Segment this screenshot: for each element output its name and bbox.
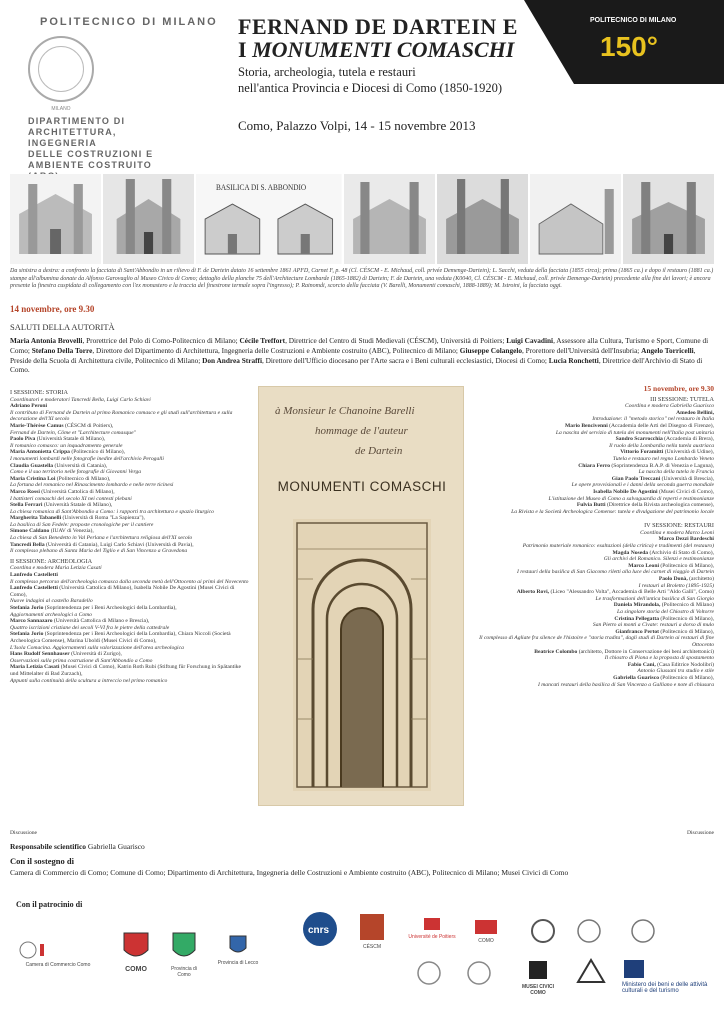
partner-seal-icon <box>576 918 602 944</box>
session-chairs: Coordina e modera Gabriella Guarisco <box>625 403 714 410</box>
photo-panel-label: BASILICA DI S. ABBONDIO <box>216 182 307 193</box>
dedication-line: à Monsieur le Chanoine Barelli <box>275 405 415 417</box>
talk-title: Il complesso plebano di Santa Maria del Tiglio e di San Vincenzo a Gravedona <box>10 548 188 555</box>
logo-label: Camera di Commercio Como <box>25 962 91 968</box>
logo-label: Ministero dei beni e delle attività culturali e del turismo <box>622 982 708 994</box>
talk-title: I mancati restauri della basilica di San Vincenzo a Galliano e note di chiusura <box>537 681 714 688</box>
talk-title: La nascita del servizio di tutela dei monumenti nell'Italia post unitaria <box>555 429 714 436</box>
talk-speaker: Stefania Jorio <box>10 605 44 611</box>
speaker-role: , Direttrice dell'Archivio di Stato di Como. <box>10 355 703 375</box>
talk-speaker: Cristina Pellegatta <box>614 615 659 622</box>
talk-title: San Pietro ai monti a Civate: restauri a dorso di mulo <box>592 622 714 629</box>
talk-speaker: Marco Sannazaro <box>10 618 53 625</box>
session-title: IV SESSIONE: RESTAURI <box>644 522 714 530</box>
talk-affiliation: (Soprintendenza per i Beni Archeologici della Lombardia), Chiara Niccoli (Società Archeologica Comense), Marina Uboldi (Musei Civici di Como), <box>10 631 231 644</box>
title-prefix: I <box>238 37 253 62</box>
discussion-left: Discussione <box>10 830 38 836</box>
talk-speaker: Claudia Guastella <box>10 462 54 469</box>
talk-item <box>474 576 714 589</box>
talk-title: La nascita della tutela in Francia <box>638 469 714 476</box>
talk-title: Il romanico comasco: un inquadramento generale <box>10 442 123 449</box>
day1-date: 14 novembre, ore 9.30 <box>10 304 95 314</box>
logo-label: COMO <box>478 938 494 944</box>
talk-affiliation: (Musei Civici di Como), <box>657 488 714 495</box>
photo-dartein-view <box>437 174 528 264</box>
session-title: III SESSIONE: TUTELA <box>650 395 714 403</box>
talk-title: Il contributo di Fernand de Dartein al primo Romanico comasco e gli studi sull'architettura e sulla decorazione dell'XI secolo <box>10 409 233 423</box>
talk-title: La chiesa di San Benedetto in Val Perlana e l'architettura religiosa dell'XI secolo <box>10 535 193 542</box>
talk-title: L'Isola Comacina. Aggiornamenti sulla valorizzazione dell'area archeologica <box>10 644 184 651</box>
talk-speaker: Lanfredo Castelletti <box>10 572 58 579</box>
department-line: DIPARTIMENTO DI <box>28 116 126 126</box>
talk-title: Nuove indagini al castello Baradello <box>10 598 93 605</box>
comune-como-logo <box>116 930 156 973</box>
photo-caption: Da sinistra a destra: a confronto la facciata di Sant'Abbondio in un rilievo di F. de Dartein datato 16 settembre 1861 APFD, Carnet F, p. 48 (Cl. CÉSCM - E. Michaud, coll. privée Demenge-Dartein); L. Sacchi, veduta della facciata (1855 circa); prima (1865 ca.) e dopo il restauro (1881 ca.) stampe all'albumina donate da Alfonso Garovaglio al Museo Civico di Como; dettaglio della planche 75 dell'Architecture Lombarde (1865-1882) di Dartein; F. de Dartein, una veduta (K0040, Cl. CÉSCM - E. Michaud, coll. privée Demenge-Dartein) precedente alla fine dei lavori; è ancora presente la finestra cuspidata di collegamento con l'ex monastero e la traccia del finestrone termale sopra l'ingresso); P. Rainomdi, scorcio della facciata (V. Barelli, Monumenti comaschi, 1888-1889); M. Istroini, la facciata oggi. <box>10 268 714 289</box>
talk-affiliation: (Università di Catania), Luigi Carlo Schiavi (Università di Pavia), <box>44 541 194 548</box>
session-title: II SESSIONE: ARCHEOLOGIA <box>10 557 93 565</box>
talk-affiliation: (Politecnico di Milano), <box>55 475 111 482</box>
speaker-name: Maria Antonia Brovelli <box>10 336 83 345</box>
dedication-line: de Dartein <box>355 445 403 457</box>
talk-title: I restauri della basilica di San Giacomo riletti alla luce dei carnet di viaggio di Dartein <box>517 569 714 576</box>
talk-affiliation: (Accademia di Brera), <box>662 436 714 443</box>
date-place: Como, Palazzo Volpi, 14 - 15 novembre 2013 <box>238 118 476 133</box>
book-frontispiece-image <box>258 386 464 806</box>
talk-affiliation: (Soprintendenza per i Beni Archeologici della Lombardia), <box>43 605 177 611</box>
speaker-name: Stefano Della Torre <box>31 345 93 355</box>
handwritten-dedication <box>275 401 415 461</box>
speaker-name: Lucia Ronchetti <box>548 355 599 365</box>
logo-label: Provincia di Como <box>171 966 197 978</box>
talk-item <box>474 550 714 563</box>
talk-title: Il complesso percorso dell'archeologia comasca dalla seconda metà dell'Ottocento ai primi del Novecento <box>10 578 249 585</box>
talk-title: I restauri al Broletto (1895-1925) <box>638 582 714 589</box>
banner-label: POLITECNICO DI MILANO <box>590 17 677 24</box>
seal-text: MILANO <box>51 106 71 112</box>
session-chairs: Coordina e modera Marco Leoni <box>640 529 714 536</box>
talk-affiliation: (Università di Catania), <box>53 462 108 469</box>
talk-speaker: Vittorio Foramitti <box>620 449 664 456</box>
banner-number: 150° <box>600 31 658 62</box>
talk-speaker: Daniela Mirandola, <box>613 602 661 609</box>
talk-title: La basilica di San Fedele: proposte cronologiche per il cantiere <box>10 521 154 528</box>
talk-title: Il complesso di Agliate fra silence de l'histoire e "storia tradita", dagli studi di Dartein ai restauri di fine Ottocento <box>479 635 714 648</box>
photo-facade-1855 <box>103 174 194 264</box>
talk-item <box>10 436 250 449</box>
talk-title: Tutela e restauro nel regno Lombardo Veneto <box>612 455 714 462</box>
talk-title: Il ruolo della Lombardia nella tutela austriaca <box>609 442 714 449</box>
resp-label: Responsabile scientifico <box>10 842 87 851</box>
talk-title: La fortuna del romanico nel Rinascimento lombardo e nelle terre ticinesi <box>10 482 174 489</box>
talk-item <box>474 662 714 675</box>
portal-engraving <box>293 519 431 791</box>
resp-name: Gabriella Guarisco <box>87 842 145 851</box>
photo-facade-today <box>623 174 714 264</box>
logo-label: CÉSCM <box>362 944 382 950</box>
speaker-role: , Direttrice del Centro di Studi Medievali (CÉSCM), Università di Poitiers; <box>285 336 507 345</box>
talk-speaker: Marco Rossi <box>10 488 40 495</box>
day2-date: 15 novembre, ore 9.30 <box>643 384 714 393</box>
talk-affiliation: (Musei Civici di Como), Katrin Roth Rubi (Stiftung für Forschung in Spätantike und Mittelalter di Bad Zurzach), <box>10 664 242 677</box>
talk-item <box>474 423 714 436</box>
talk-affiliation: (Liceo "Alessandro Volta", Accademia di Belle Arti "Aldo Galli", Como) <box>549 589 714 596</box>
session-chairs: Coordina e modera Maria Letizia Casati <box>10 565 102 572</box>
talk-affiliation: (Università di Roma "La Sapienza"), <box>61 515 145 522</box>
photo-facade-sketch <box>10 174 101 264</box>
talk-item <box>10 515 250 528</box>
speaker-role: , Prorettrice del Polo di Como-Politecnico di Milano; <box>82 336 240 345</box>
session-title: I SESSIONE: STORIA <box>10 389 68 396</box>
talk-affiliation: (Università di Brescia), <box>660 475 714 482</box>
politecnico-seal-logo <box>28 36 94 112</box>
talk-title: La singolare storia del Chiostro di Voltorre <box>617 609 714 615</box>
talk-affiliation: (Università Statale di Milano), <box>35 436 106 443</box>
department-line: DELLE COSTRUZIONI E <box>28 149 154 159</box>
talk-title: Appunti sulla continuità della scultura a intreccio nel primo romanico <box>10 677 168 684</box>
talk-title: Le opere provvisionali e i danni della seconda guerra mondiale <box>571 482 714 489</box>
talk-item <box>10 618 250 631</box>
talk-title: Fernand de Dartein, Côme et "Larchitecture comasque" <box>10 429 136 436</box>
anniversary-banner <box>504 0 724 84</box>
talk-affiliation: (Università Statale di Milano), <box>42 502 113 509</box>
partner-mark-icon <box>576 958 606 984</box>
talk-item <box>10 502 250 515</box>
talk-item <box>474 675 714 688</box>
talk-title: Il chiostro di Piona e la proposta di spostamento <box>604 655 714 662</box>
book-title: MONUMENTI COMASCHI <box>277 479 447 494</box>
talk-item <box>10 664 250 684</box>
talk-title: L'istituzione del Museo di Como a salvaguardia di reperti e testimonianze <box>548 495 714 502</box>
session2-talks <box>10 572 250 684</box>
talk-speaker: Fabio Cani, <box>627 661 656 668</box>
photo-rainoldi-sketch <box>530 174 621 264</box>
talk-speaker: Marco Dezzi Bardeschi <box>658 536 714 543</box>
title-line-2 <box>238 37 514 63</box>
talk-speaker: Amedeo Bellini, <box>676 409 714 416</box>
partner-seal-icon <box>416 960 442 986</box>
talk-speaker: Hans Rudolf Sennhauser <box>10 651 70 658</box>
talk-speaker: Gabriella Guarisco <box>613 674 659 681</box>
talk-speaker: Marie-Thérèse Camus <box>10 422 64 429</box>
talk-affiliation: (CÉSCM di Poitiers), <box>63 422 114 429</box>
program-right-column <box>474 386 714 688</box>
sostegno-label: Con il sostegno di <box>10 856 74 866</box>
camera-commercio-logo <box>18 940 98 968</box>
talk-title: Gli archivi del Romanico. Silenzi e testimonianze <box>603 556 714 563</box>
talk-item <box>10 403 250 423</box>
session1-talks <box>10 403 250 555</box>
subtitle <box>238 64 538 96</box>
speaker-name: Luigi Cavadini <box>506 336 554 345</box>
talk-speaker: Marco Leoni <box>628 562 659 569</box>
musei-civici-logo <box>518 958 558 996</box>
speaker-name: Angelo Torricelli <box>641 345 694 355</box>
photo-basilica-drawing <box>196 174 342 264</box>
talk-affiliation: (Università di Zurigo), <box>69 651 122 658</box>
talk-item <box>10 449 250 462</box>
talk-affiliation: (Politecnico di Milano), <box>69 449 125 456</box>
logo-label: Université de Poitiers <box>408 934 456 940</box>
talk-item <box>10 605 250 618</box>
talk-affiliation: (Politecnico di Milano), <box>659 562 714 569</box>
talk-speaker: Stefania Jorio <box>10 631 44 638</box>
department-name <box>28 116 168 182</box>
partner-seal-icon <box>530 918 556 944</box>
talk-speaker: Gian Paolo Treccani <box>611 475 661 482</box>
talk-speaker: Paolo Piva <box>10 436 36 443</box>
talk-item <box>474 489 714 502</box>
patrocinio-label: Con il patrocinio di <box>16 900 83 909</box>
talk-title: Introduzione: il "metodo storico" nel restauro in Italia <box>592 416 714 423</box>
title-line-1: FERNAND DE DARTEIN E <box>238 14 518 39</box>
speaker-role: , Assessore alla Cultura, Turismo e Sport, Comune di Como; <box>10 336 709 355</box>
talk-title: Antonio Giussani tra studio e stile <box>637 668 714 675</box>
talk-affiliation: (Casa Editrice Nodolibri) <box>655 661 714 668</box>
talk-affiliation: (Università Cattolica di Milano), Isabella Nobile De Agostini (Musei Civici di Como), <box>10 585 235 598</box>
talk-affiliation: (Archivio di Stato di Como), <box>648 549 714 556</box>
talk-speaker: Sandro Scarrocchia <box>615 436 663 443</box>
speaker-role: , Direttore dell'Ufficio diocesano per l'Arte sacra e i Beni culturali ecclesiastici, Diocesi di Como; <box>261 355 549 365</box>
talk-item <box>10 572 250 585</box>
talk-affiliation: (architetto) <box>687 576 714 583</box>
talk-item <box>10 631 250 651</box>
talk-title: Osservazioni sulla prima costruzione di Sant'Abbondio a Como <box>10 657 153 664</box>
logo-label: Provincia di Lecco <box>217 960 259 966</box>
department-line: ARCHITETTURA, INGEGNERIA <box>28 127 117 148</box>
scientific-lead <box>10 842 145 851</box>
talk-item <box>10 528 250 541</box>
talk-title: La Rivista e la Società Archeologica Comense: tutela e divulgazione del patrimonio locale <box>511 508 714 515</box>
talk-item <box>474 563 714 576</box>
cescm-logo <box>352 912 392 950</box>
talk-speaker: Maria Cristina Loi <box>10 475 56 482</box>
talk-speaker: Maria Letizia Casati <box>10 664 60 671</box>
title-italic: MONUMENTI COMASCHI <box>252 37 515 62</box>
talk-affiliation: (Direttrice della Rivista archeologica comense), <box>605 502 714 509</box>
talk-title: Quattro iscrizioni cristiane dei secoli V-VI fra le pietre della cattedrale <box>10 624 170 631</box>
talk-item <box>474 463 714 476</box>
talk-affiliation: (architetto, Dottore in Conservazione dei beni architettonici) <box>577 648 714 655</box>
speaker-name: Giuseppe Colangelo <box>459 345 523 355</box>
talk-speaker: Margherita Tabanelli <box>10 515 62 522</box>
talk-item <box>474 436 714 449</box>
dedication-line: hommage de l'auteur <box>315 425 408 437</box>
talk-item <box>474 536 714 549</box>
talk-title: Le trasformazioni dell'antica basilica di San Giorgio <box>595 595 714 602</box>
logo-label: MUSEI CIVICI COMO <box>522 984 554 996</box>
speaker-name: Cécile Treffort <box>239 336 286 345</box>
talk-item <box>10 489 250 502</box>
universite-poitiers-logo <box>406 916 458 940</box>
talk-item <box>10 463 250 476</box>
como-small-logo <box>468 918 504 944</box>
talk-speaker: Paolo Donà, <box>658 576 688 583</box>
talk-item <box>10 476 250 489</box>
cnrs-logo <box>300 910 340 950</box>
talk-affiliation: (Politecnico di Milano), <box>659 628 714 635</box>
talk-speaker: Magda Noseda <box>612 549 649 556</box>
photo-strip <box>10 174 714 264</box>
talk-item <box>474 410 714 423</box>
authorities-list <box>10 336 714 375</box>
talk-affiliation: (Politecnico di Milano), <box>659 674 714 681</box>
talk-speaker: Beatrice Colombo <box>534 648 578 655</box>
talk-speaker: Lanfredo Castelletti <box>10 585 58 592</box>
talk-item <box>474 589 714 602</box>
department-line: AMBIENTE COSTRUITO <box>28 160 152 170</box>
talk-title: I monumenti lombardi nelle fotografie inedite dell'archivio Perogalli <box>10 455 164 462</box>
talk-affiliation: (Università di Udine), <box>663 449 714 456</box>
talk-title: Como e il suo territorio nelle fotografie di Giovanni Verga <box>10 469 142 476</box>
talk-item <box>474 616 714 629</box>
talk-item <box>10 651 250 664</box>
talk-item <box>474 476 714 489</box>
provincia-lecco-logo <box>208 934 268 966</box>
discussion-right: Discussione <box>686 830 714 836</box>
session3-talks <box>474 410 714 516</box>
talk-affiliation: (Università Cattolica di Milano), <box>39 488 115 495</box>
talk-speaker: Gianfranco Pertot <box>615 628 659 635</box>
talk-speaker: Stella Ferrari <box>10 502 43 509</box>
photo-restoration <box>344 174 435 264</box>
talk-item <box>474 629 714 649</box>
talk-item <box>474 649 714 662</box>
talk-item <box>474 449 714 462</box>
talk-affiliation: (IUAV di Venezia), <box>49 528 94 535</box>
talk-speaker: Maria Antonietta Crippa <box>10 449 70 456</box>
partner-seal-icon <box>466 960 492 986</box>
talk-title: La chiesa romanica di Sant'Abbondio a Como: i rapporti tra architettura e spazio liturgico <box>10 508 214 515</box>
institution-name: POLITECNICO DI MILANO <box>40 16 218 28</box>
subtitle-line: nell'antica Provincia e Diocesi di Como (1850-1920) <box>238 81 502 95</box>
talk-speaker: Mario Bencivenni <box>565 422 608 429</box>
talk-speaker: Isabella Nobile De Agostini <box>593 488 658 495</box>
talk-speaker: Tancredi Bella <box>10 541 45 548</box>
provincia-como-logo <box>166 930 202 978</box>
talk-speaker: Chiara Ferro <box>578 462 611 469</box>
sostegno-text: Camera di Commercio di Como; Comune di Como; Dipartimento di Architettura, Ingegneria delle Costruzioni e Ambiente costruito (ABC), Politecnico di Milano; Musei Civici di Como <box>10 868 569 877</box>
speaker-role: , Prorettore dell'Università dell'Insubria; <box>522 345 642 355</box>
talk-item <box>10 542 250 555</box>
talk-item <box>10 585 250 605</box>
talk-speaker: Simone Caldano <box>10 528 50 535</box>
talk-item <box>474 502 714 515</box>
speaker-role: , Preside della Scuola di Architettura civile, Politecnico di Milano; <box>10 345 696 365</box>
partner-seal-icon <box>630 918 656 944</box>
talk-affiliation: (Politecnico di Milano), <box>659 615 714 622</box>
ministero-beni-culturali-logo <box>622 958 718 994</box>
talk-title: Patrimonio materiale romanico: esaltazioni (della critica) e tradimenti (del restauro) <box>522 543 714 550</box>
talk-affiliation: (Università Cattolica di Milano e Brescia), <box>52 618 150 625</box>
talk-affiliation: (Politecnico di Milano) <box>660 602 714 609</box>
session-chairs: Coordinatori e moderatori Tancredi Bella, Luigi Carlo Schiavi <box>10 396 151 403</box>
speaker-name: Don Andrea Straffi <box>202 355 262 365</box>
logo-label: COMO <box>125 966 147 973</box>
talk-item <box>474 602 714 615</box>
talk-item <box>10 423 250 436</box>
saluti-heading: SALUTI DELLA AUTORITÀ <box>10 322 115 332</box>
talk-speaker: Alberto Rovi, <box>516 589 550 596</box>
talk-affiliation: (Soprintendenza B.A.P. di Venezia e Laguna), <box>610 462 714 469</box>
talk-affiliation: (Accademia delle Arti del Disegno di Firenze), <box>607 422 714 429</box>
cnrs-text: cnrs <box>308 925 330 936</box>
talk-speaker: Fulvia Butti <box>576 502 606 509</box>
talk-speaker: Adriano Peroni <box>10 403 48 410</box>
talk-title: Aggiornamenti archeologici a Como <box>10 611 92 618</box>
session4-talks <box>474 536 714 688</box>
talk-title: I battisteri comaschi del secolo XI nei contesti plebani <box>10 495 132 502</box>
subtitle-line: Storia, archeologia, tutela e restauri <box>238 65 416 79</box>
program-left-column <box>10 386 250 684</box>
speaker-role: , Direttore del Dipartimento di Architettura, Ingegneria delle Costruzioni e Ambiente costruito (ABC), Politecnico di Milano; <box>92 345 460 355</box>
